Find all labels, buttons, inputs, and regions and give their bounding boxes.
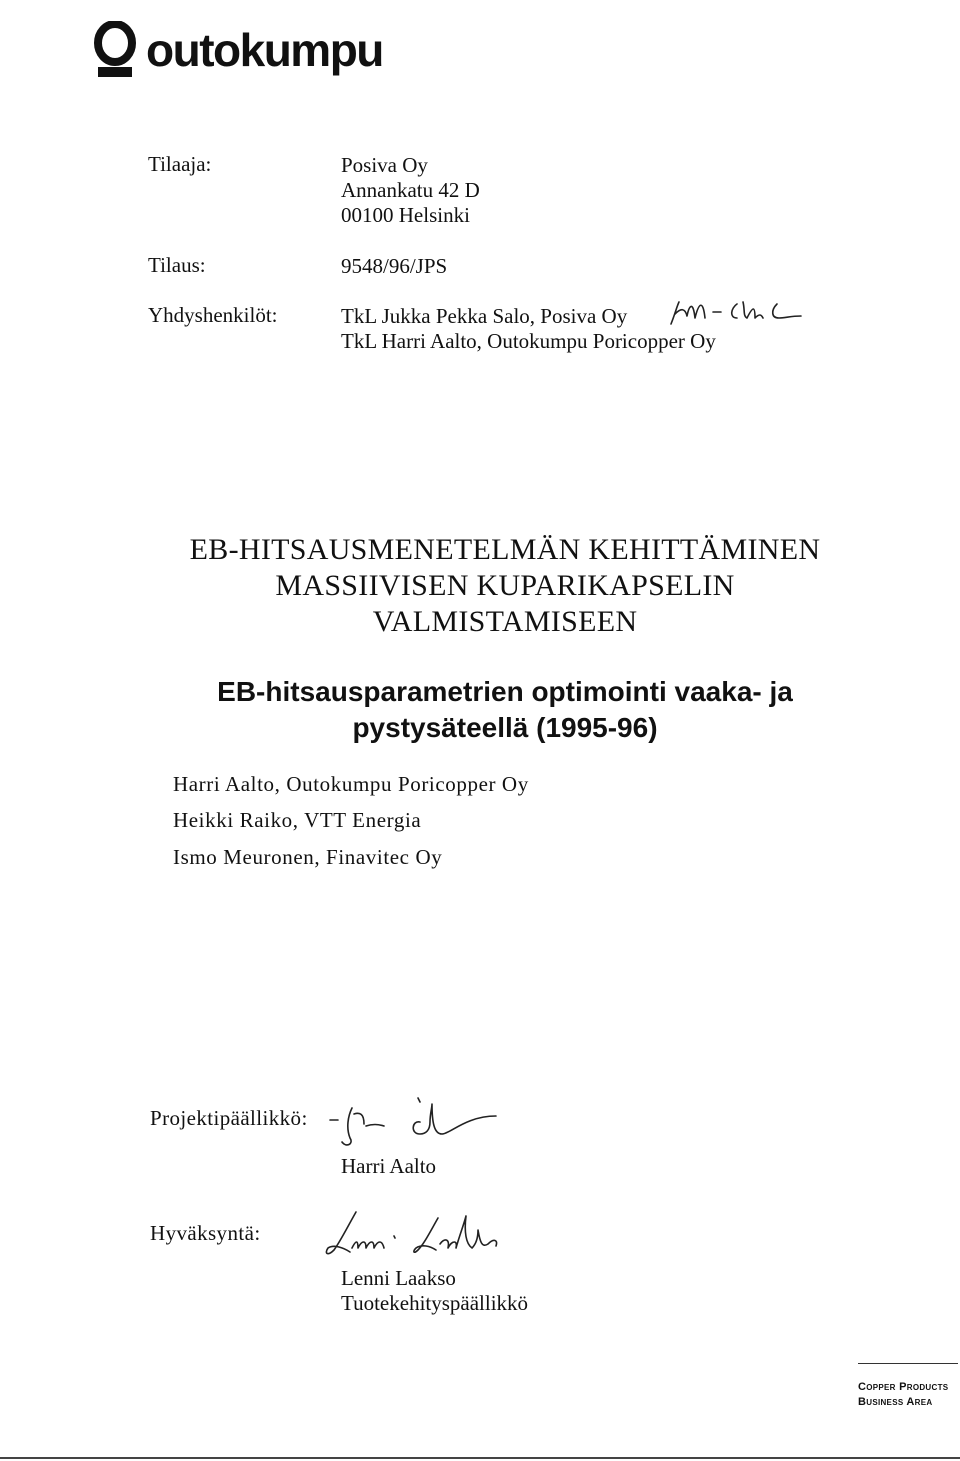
title-line: MASSIIVISEN KUPARIKAPSELIN: [275, 569, 735, 602]
tilaus-label: Tilaus:: [148, 253, 206, 277]
approval-label: Hyväksyntä:: [150, 1221, 261, 1245]
tilaaja-line: Annankatu 42 D: [341, 178, 480, 202]
handwritten-initials-signature: [665, 296, 805, 332]
project-manager-name: Harri Aalto: [341, 1154, 437, 1178]
footer-rule: [858, 1363, 958, 1364]
yhteyshenkilot-value: [341, 304, 716, 354]
project-manager-label: Projektipäällikkö:: [150, 1106, 308, 1130]
tilaaja-label: Tilaaja:: [148, 152, 212, 176]
tilaaja-value: [341, 153, 480, 228]
subtitle-line: pystysäteellä (1995-96): [352, 712, 658, 743]
author-line: Heikki Raiko, VTT Energia: [173, 808, 422, 832]
tilaus-value: 9548/96/JPS: [341, 254, 448, 278]
footer-line: Copper Products: [858, 1381, 949, 1393]
title-line: EB-HITSAUSMENETELMÄN KEHITTÄMINEN: [189, 533, 821, 566]
document-subtitle: [0, 674, 960, 746]
subtitle-line: EB-hitsausparametrien optimointi vaaka- ja: [217, 676, 793, 707]
approval-role-line: Tuotekehityspäällikkö: [341, 1291, 529, 1315]
yhteyshenkilot-label: Yhdyshenkilöt:: [148, 303, 278, 327]
approval-name-line: Lenni Laakso: [341, 1266, 456, 1290]
page-bottom-edge: [0, 1457, 960, 1459]
logo-text: outokumpu: [146, 24, 383, 76]
project-manager-signature: [326, 1094, 506, 1150]
contact-line: TkL Harri Aalto, Outokumpu Poricopper Oy: [341, 329, 716, 353]
title-line: VALMISTAMISEEN: [372, 605, 638, 638]
footer-line: Business Area: [858, 1396, 933, 1408]
author-line: Harri Aalto, Outokumpu Poricopper Oy: [173, 772, 529, 796]
tilaaja-line: 00100 Helsinki: [341, 203, 470, 227]
company-logo: [92, 20, 383, 80]
document-title: [0, 532, 960, 640]
footer-business-area: [858, 1380, 948, 1410]
outokumpu-logo-icon: [92, 21, 138, 79]
approval-signature: [318, 1206, 518, 1262]
contact-line: TkL Jukka Pekka Salo, Posiva Oy: [341, 304, 628, 328]
tilaaja-line: Posiva Oy: [341, 153, 428, 177]
approval-name: [341, 1266, 528, 1316]
author-line: Ismo Meuronen, Finavitec Oy: [173, 845, 443, 869]
